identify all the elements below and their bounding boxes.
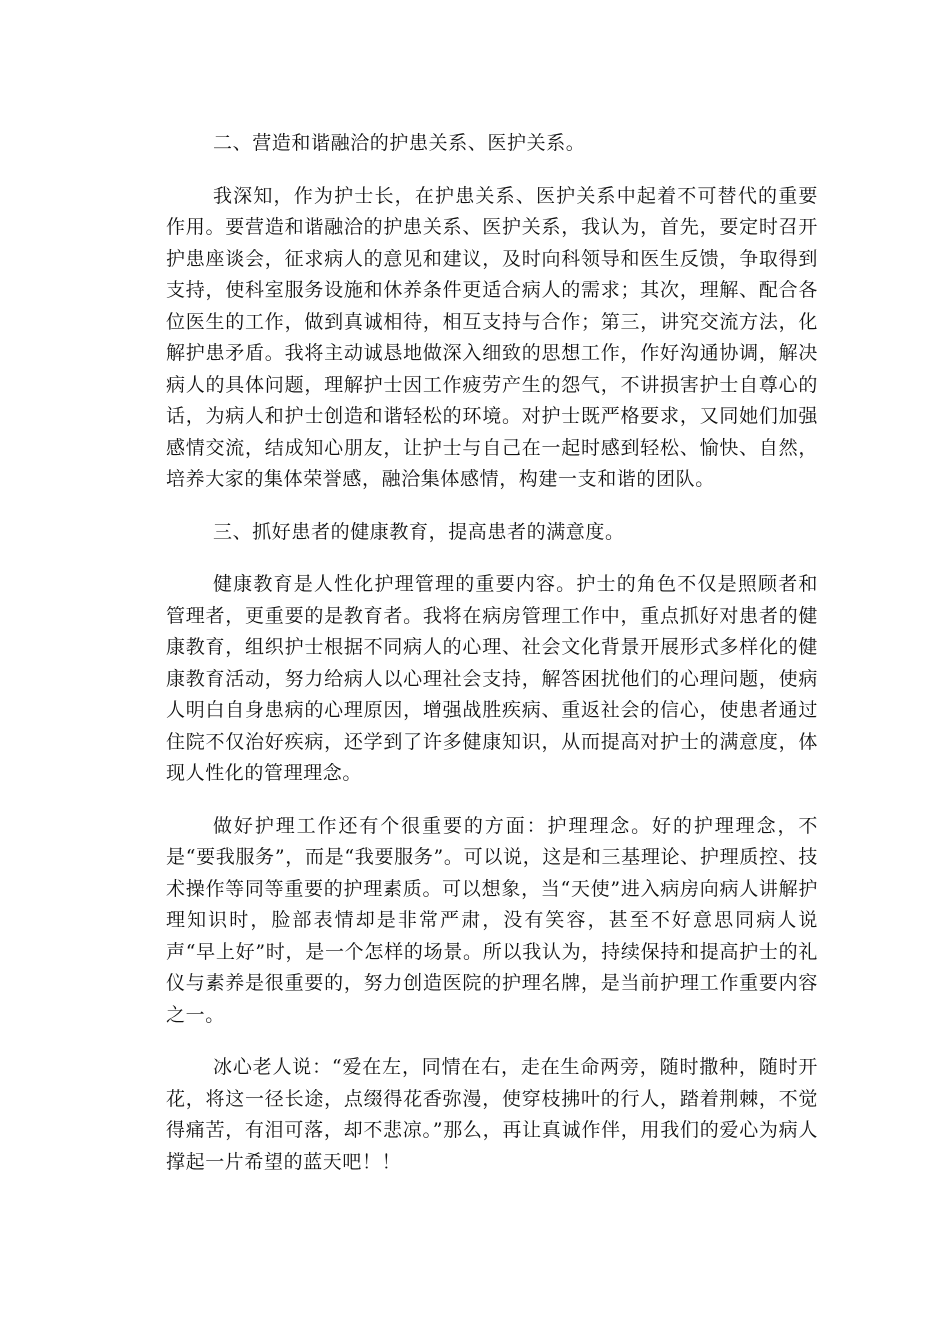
section-2-heading: 二、营造和谐融洽的护患关系、医护关系。 <box>213 132 586 154</box>
closing-quote-paragraph: 冰心老人说：“爱在左，同情在右，走在生命两旁，随时撒种，随时开花，将这一径长途，点缀得花香弥漫，使穿枝拂叶的行人，踏着荆棘，不觉得痛苦，有泪可落，却不悲凉。”那么，再让真诚作伴，用我们的爱心为病人撑起一片希望的蓝天吧！！ <box>166 1056 818 1173</box>
nursing-concept-paragraph: 做好护理工作还有个很重要的方面：护理理念。好的护理理念，不是“要我服务”，而是“我要服务”。可以说，这是和三基理论、护理质控、技术操作等同等重要的护理素质。可以想象，当“天使”进入病房向病人讲解护理知识时，脸部表情却是非常严肃，没有笑容，甚至不好意思同病人说声“早上好”时，是一个怎样的场景。所以我认为，持续保持和提高护士的礼仪与素养是很重要的，努力创造医院的护理名牌，是当前护理工作重要内容之一。 <box>166 814 818 1026</box>
section-3-paragraph: 健康教育是人性化护理管理的重要内容。护士的角色不仅是照顾者和管理者，更重要的是教育者。我将在病房管理工作中，重点抓好对患者的健康教育，组织护士根据不同病人的心理、社会文化背景开展形式多样化的健康教育活动，努力给病人以心理社会支持，解答困扰他们的心理问题，使病人明白自身患病的心理原因，增强战胜疾病、重返社会的信心，使患者通过住院不仅治好疾病，还学到了许多健康知识，从而提高对护士的满意度，体现人性化的管理理念。 <box>166 573 818 784</box>
document-body <box>166 128 818 1178</box>
section-3-heading: 三、抓好患者的健康教育，提高患者的满意度。 <box>213 520 625 543</box>
section-2-paragraph: 我深知，作为护士长，在护患关系、医护关系中起着不可替代的重要作用。要营造和谐融洽的护患关系、医护关系，我认为，首先，要定时召开护患座谈会，征求病人的意见和建议，及时向科领导和医生反馈，争取得到支持，使科室服务设施和休养条件更适合病人的需求；其次，理解、配合各位医生的工作，做到真诚相待，相互支持与合作；第三，讲究交流方法，化解护患矛盾。我将主动诚恳地做深入细致的思想工作，作好沟通协调，解决病人的具体问题，理解护士因工作疲劳产生的怨气，不讲损害护士自尊心的话，为病人和护士创造和谐轻松的环境。对护士既严格要求，又同她们加强感情交流，结成知心朋友，让护士与自己在一起时感到轻松、愉快、自然，培养大家的集体荣誉感，融洽集体感情，构建一支和谐的团队。 <box>166 184 818 490</box>
